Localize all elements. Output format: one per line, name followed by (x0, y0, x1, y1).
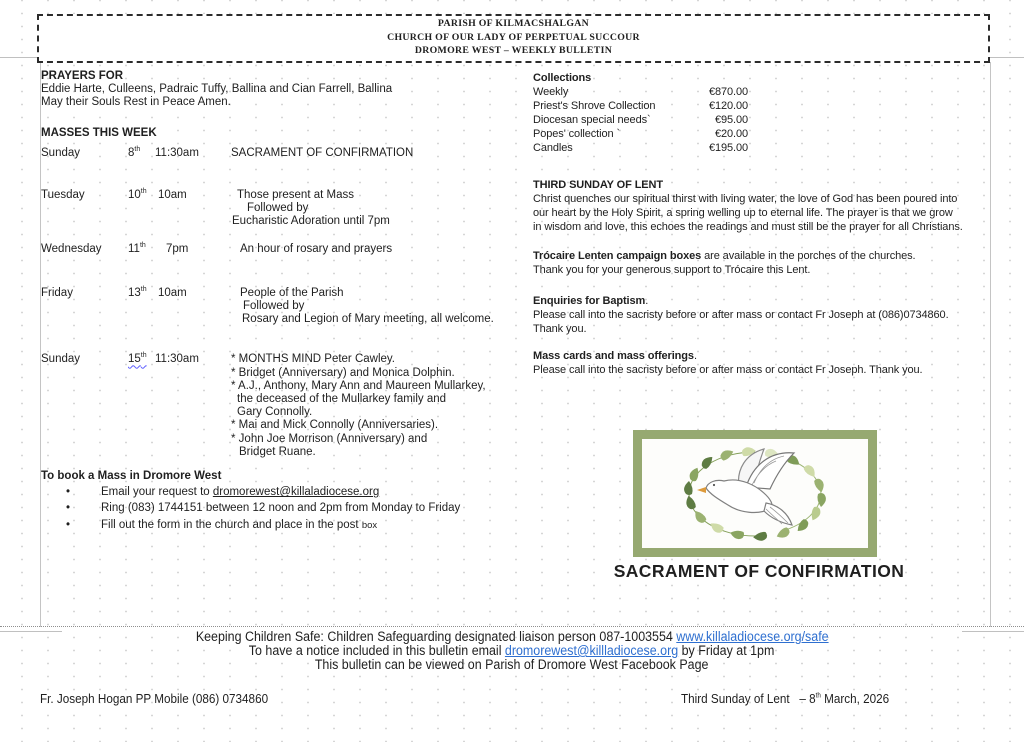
footer-notices (0, 630, 1024, 672)
bulletin-header-box (37, 14, 990, 63)
notice-line: To have a notice included in this bulletin email dromorewest@killladiocese.org by Friday at 1pm (249, 643, 775, 658)
mass-day: Wednesday (41, 242, 102, 255)
lent-body-line: our heart by the Holy Spirit, a spring welling up to eternal life. The prayer is that we grow (533, 207, 953, 219)
bullet-icon: • (66, 518, 71, 531)
safeguarding-link[interactable]: www.killaladiocese.org/safe (676, 629, 829, 644)
booking-bullet (41, 486, 527, 499)
bulletin-email-link[interactable]: dromorewest@killladiocese.org (505, 643, 679, 658)
booking-email-line: Email your request to dromorewest@killaladiocese.org (101, 486, 380, 499)
collection-row (533, 85, 995, 99)
collection-row (533, 141, 995, 155)
confirmation-image-inner (642, 439, 868, 548)
booking-email-link[interactable]: dromorewest@killaladiocese.org (212, 486, 380, 499)
booking-bullet (41, 502, 527, 515)
collection-amount: €120.00 (708, 100, 748, 112)
margin-mark (0, 57, 37, 58)
collection-label: Weekly (533, 86, 569, 98)
mass-time: 10am (158, 189, 187, 202)
baptism-title: Enquiries for Baptism. (533, 295, 649, 307)
parish-name: PARISH OF KILMACSHALGAN (437, 18, 590, 29)
dove-wreath-illustration (642, 439, 868, 548)
mass-time: 11:30am (155, 146, 199, 159)
masses-title: MASSES THIS WEEK (41, 126, 157, 139)
mass-desc: Those present at Mass Followed by Eucharistic Adoration until 7pm (232, 189, 390, 228)
mass-day: Friday (41, 286, 73, 299)
mass-time: 11:30am (155, 353, 199, 366)
baptism-thanks: Thank you. (533, 323, 587, 335)
mass-desc: SACRAMENT OF CONFIRMATION (231, 146, 414, 159)
masscards-line: Please call into the sacristy before or after mass or contact Fr Joseph. Thank you. (533, 364, 923, 376)
prayers-rip: May their Souls Rest in Peace Amen. (41, 96, 231, 109)
prayers-names: Eddie Harte, Culleens, Padraic Tuffy, Ballina and Cian Farrell, Ballina (41, 83, 393, 96)
mass-row (41, 243, 527, 256)
mass-desc: People of the Parish Followed by Rosary and Legion of Mary meeting, all welcome. (240, 286, 494, 326)
collection-amount: €95.00 (714, 114, 748, 126)
collection-row (533, 99, 995, 113)
confirmation-image (633, 430, 877, 557)
mass-day: Sunday (41, 353, 81, 366)
margin-mark (988, 57, 1024, 58)
safeguarding-line: Keeping Children Safe: Children Safeguarding designated liaison person 087-1003554 www.killaladiocese.org/safe (195, 629, 829, 644)
mass-date: 8th (128, 145, 141, 159)
mass-desc: An hour of rosary and prayers (240, 242, 393, 255)
left-column (41, 70, 527, 532)
booking-form-line: Fill out the form in the church and place in the post box (101, 518, 378, 531)
collection-amount: €870.00 (708, 86, 748, 98)
trocaire-thanks: Thank you for your generous support to Trócaire this Lent. (533, 264, 811, 276)
collection-row (533, 127, 995, 141)
lent-body-line: Christ quenches our spiritual thirst with living water, the love of God has been poured into (533, 193, 958, 205)
mass-date: 10th (128, 188, 147, 202)
lent-title: THIRD SUNDAY OF LENT (533, 179, 664, 191)
mass-desc: * MONTHS MIND Peter Cawley. * Bridget (Anniversary) and Monica Dolphin. * A.J., Anthony, Mary Ann and Maureen Mullarkey, the deceased of the Mullarkey family and Gary Connolly. * Mai and Mick Connolly (Anniversaries). * John Joe Morrison (Anniversary) and Bridget Ruane. (231, 353, 486, 458)
prayers-title: PRAYERS FOR (41, 70, 124, 82)
mass-date: 15th (128, 352, 147, 366)
mass-row (41, 287, 527, 327)
bulletin-date: Third Sunday of Lent – 8th March, 2026 (680, 691, 889, 706)
mass-row (41, 189, 527, 229)
trocaire-line: Trócaire Lenten campaign boxes are available in the porches of the churches. (533, 250, 916, 262)
church-name: CHURCH OF OUR LADY OF PERPETUAL SUCCOUR (387, 31, 640, 43)
mass-time: 10am (158, 286, 187, 299)
right-column (533, 71, 995, 377)
booking-title: To book a Mass in Dromore West (41, 470, 222, 483)
mass-day: Tuesday (41, 189, 85, 202)
mass-date: 13th (128, 286, 147, 299)
mass-row (41, 353, 527, 459)
collections-title: Collections (533, 72, 592, 84)
bullet-icon: • (66, 486, 71, 499)
booking-phone-line: Ring (083) 1744151 between 12 noon and 2pm from Monday to Friday (101, 502, 461, 515)
facebook-line: This bulletin can be viewed on Parish of Dromore West Facebook Page (315, 657, 709, 672)
collection-label: Priest's Shrove Collection (533, 100, 656, 112)
masscards-title: Mass cards and mass offerings. (533, 350, 697, 362)
collection-label: Popes' collection ` (533, 128, 621, 140)
mass-row (41, 147, 527, 160)
bulletin-title: DROMORE WEST – WEEKLY BULLETIN (414, 45, 613, 56)
mass-time: 7pm (166, 242, 189, 255)
confirmation-caption: SACRAMENT OF CONFIRMATION (613, 561, 905, 581)
bullet-icon: • (66, 502, 71, 515)
collection-amount: €195.00 (708, 142, 748, 154)
collection-row (533, 113, 995, 127)
collection-label: Candles (533, 142, 573, 154)
mass-date: 11th (128, 241, 146, 255)
lent-body-line: in wisdom and love, this echoes the readings and must still be the prayer for all Christians. (533, 221, 963, 233)
mass-day: Sunday (41, 146, 81, 159)
booking-bullet (41, 519, 527, 532)
footer-separator (0, 626, 1024, 627)
baptism-line: Please call into the sacristy before or after mass or contact Fr Joseph at (086)0734860. (533, 309, 949, 321)
collection-amount: €20.00 (714, 128, 748, 140)
collection-label: Diocesan special needs` (533, 114, 651, 126)
priest-contact: Fr. Joseph Hogan PP Mobile (086) 0734860 (40, 691, 269, 706)
